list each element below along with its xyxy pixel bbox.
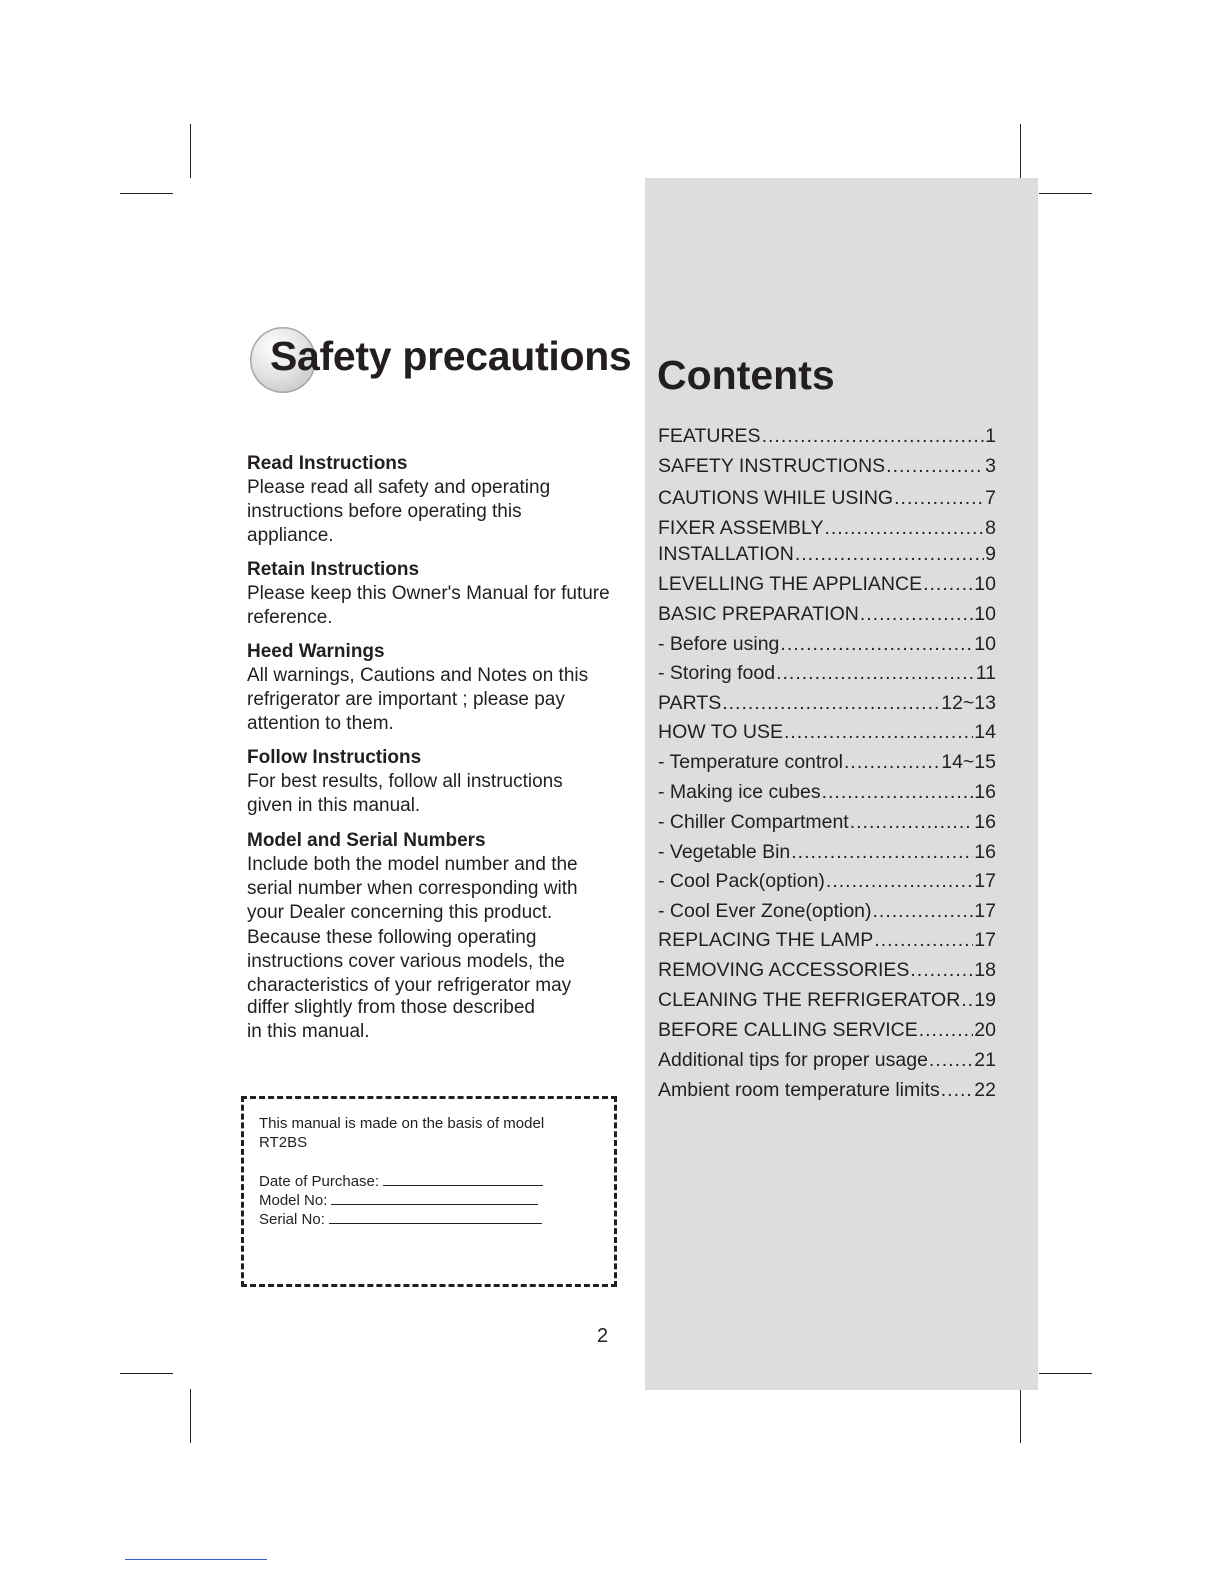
toc-item: - Cool Pack(option) ..... 17 [658,868,996,894]
section-text: Because these following operating [247,927,537,948]
section-text: appliance. [247,525,334,546]
model-info-box [241,1096,617,1287]
page-title: Safety precautions [270,333,632,379]
serial-no-field [259,1209,542,1229]
section-heading: Retain Instructions [247,559,420,580]
toc-item: - Cool Ever Zone(option) ..... 17 [658,898,996,924]
link-underline [125,1559,267,1560]
crop-mark [1039,1373,1092,1374]
crop-mark [190,124,191,178]
crop-mark [1039,193,1092,194]
section-text: reference. [247,607,333,628]
toc-item: - Storing food ..... 11 [658,660,996,686]
toc-item: Ambient room temperature limits ..... 22 [658,1077,996,1103]
toc-item: Additional tips for proper usage ..... 21 [658,1047,996,1073]
toc-item: HOW TO USE ..... 14 [658,719,996,745]
section-text: All warnings, Cautions and Notes on this [247,665,589,686]
blank-line [331,1190,538,1205]
crop-mark [120,1373,173,1374]
section-text: Please read all safety and operating [247,477,551,498]
toc-item: REMOVING ACCESSORIES ..... 18 [658,957,996,983]
section-heading: Read Instructions [247,453,408,474]
toc-item: INSTALLATION ..... 9 [658,541,996,567]
section-text: instructions cover various models, the [247,951,565,972]
section-text: For best results, follow all instructions [247,771,563,792]
section-text: in this manual. [247,1021,370,1042]
crop-mark [1020,124,1021,178]
toc-item: SAFETY INSTRUCTIONS ..... 3 [658,453,996,479]
section-text: Please keep this Owner's Manual for future [247,583,610,604]
toc-item: - Chiller Compartment ..... 16 [658,809,996,835]
model-basis-text: This manual is made on the basis of model [259,1115,545,1132]
section-text: differ slightly from those described [247,997,535,1018]
toc-item: CLEANING THE REFRIGERATOR ..... 19 [658,987,996,1013]
date-of-purchase-field [259,1171,543,1191]
section-text: Include both the model number and the [247,854,578,875]
toc-item: LEVELLING THE APPLIANCE ..... 10 [658,571,996,597]
section-heading: Model and Serial Numbers [247,830,486,851]
date-of-purchase-label: Date of Purchase: [259,1173,380,1190]
crop-mark [120,193,173,194]
toc-item: REPLACING THE LAMP ..... 17 [658,927,996,953]
model-no-label: Model No: [259,1192,328,1209]
serial-no-label: Serial No: [259,1211,325,1228]
section-text: instructions before operating this [247,501,522,522]
section-text: serial number when corresponding with [247,878,578,899]
toc-item: BEFORE CALLING SERVICE ..... 20 [658,1017,996,1043]
toc-item: - Temperature control ..... 14~15 [658,749,996,775]
toc-item: - Making ice cubes ..... 16 [658,779,996,805]
section-text: your Dealer concerning this product. [247,902,553,923]
toc-item: PARTS ..... 12~13 [658,690,996,716]
section-text: characteristics of your refrigerator may [247,975,572,996]
crop-mark [190,1389,191,1443]
contents-title: Contents [657,352,835,398]
section-text: refrigerator are important ; please pay [247,689,565,710]
section-text: attention to them. [247,713,394,734]
page-number: 2 [597,1325,609,1347]
toc-item: BASIC PREPARATION ..... 10 [658,601,996,627]
section-heading: Follow Instructions [247,747,422,768]
section-text: given in this manual. [247,795,421,816]
model-name: RT2BS [259,1134,308,1151]
blank-line [383,1171,543,1186]
section-heading: Heed Warnings [247,641,385,662]
toc-item: FEATURES ..... 1 [658,423,996,449]
toc-item: - Before using ..... 10 [658,631,996,657]
toc-item: - Vegetable Bin ..... 16 [658,839,996,865]
toc-item: CAUTIONS WHILE USING ..... 7 [658,485,996,511]
crop-mark [1020,1389,1021,1443]
model-no-field [259,1190,538,1210]
blank-line [329,1209,542,1224]
toc-item: FIXER ASSEMBLY ..... 8 [658,515,996,541]
